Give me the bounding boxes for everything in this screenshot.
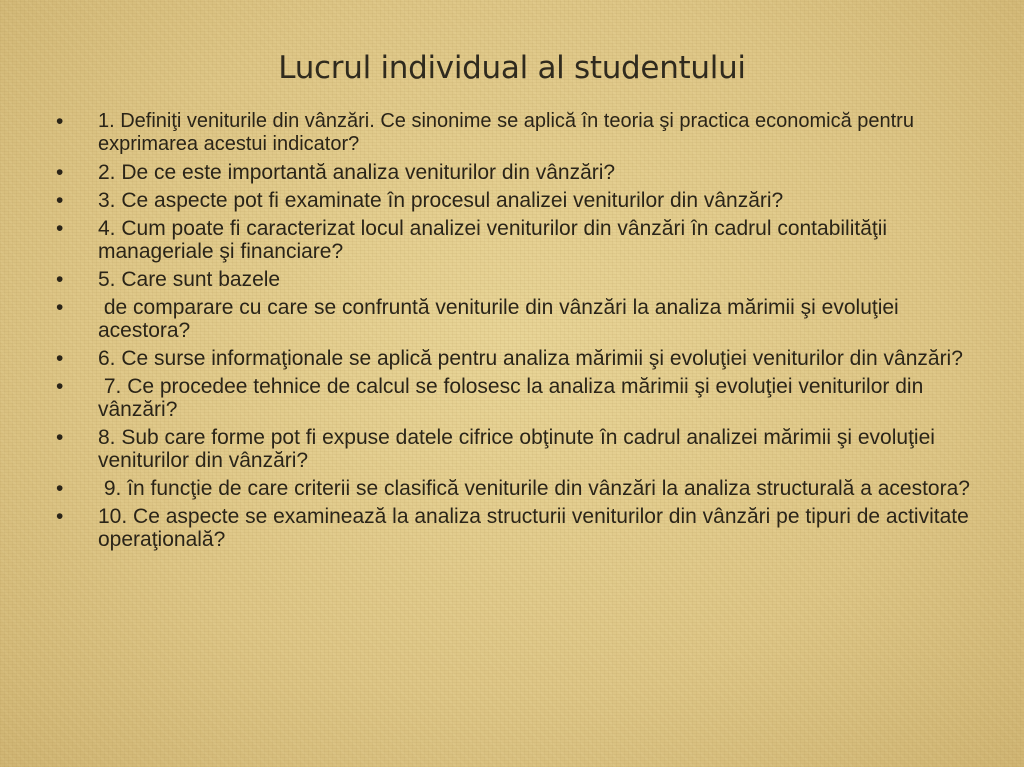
bullet-icon: • [56, 296, 64, 319]
list-item [56, 217, 976, 263]
list-item [56, 189, 976, 212]
question-text: 7. Ce procedee tehnice de calcul se folosesc la analiza mărimii şi evoluţiei veniturilor din vânzări? [98, 375, 930, 421]
bullet-icon: • [56, 110, 64, 133]
list-item [56, 347, 976, 370]
list-item [56, 296, 976, 342]
question-text: 4. Cum poate fi caracterizat locul analizei veniturilor din vânzări în cadrul contabilităţii manageriale şi financiare? [98, 217, 893, 263]
list-item [56, 375, 976, 421]
list-item [56, 161, 976, 184]
bullet-icon: • [56, 347, 64, 370]
question-text: de comparare cu care se confruntă veniturile din vânzări la analiza mărimii şi evoluţiei acestora? [98, 296, 905, 342]
question-text: 9. în funcţie de care criterii se clasifică veniturile din vânzări la analiza structurală a acestora? [98, 477, 970, 500]
question-text: 6. Ce surse informaţionale se aplică pentru analiza mărimii şi evoluţiei veniturilor din vânzări? [98, 347, 963, 370]
bullet-icon: • [56, 217, 64, 240]
list-item [56, 110, 976, 156]
list-item [56, 426, 976, 472]
question-text: 5. Care sunt bazele [98, 268, 281, 291]
question-text: 3. Ce aspecte pot fi examinate în procesul analizei veniturilor din vânzări? [98, 189, 784, 212]
question-text: 8. Sub care forme pot fi expuse datele cifrice obţinute în cadrul analizei mărimii şi evoluţiei veniturilor din vânzări? [98, 426, 941, 472]
bullet-icon: • [56, 477, 64, 500]
question-text: 1. Definiţi veniturile din vânzări. Ce sinonime se aplică în teoria şi practica economică pentru exprimarea acestui indicator? [98, 110, 920, 155]
bullet-icon: • [56, 161, 64, 184]
question-text: 10. Ce aspecte se examinează la analiza structurii veniturilor din vânzări pe tipuri de activitate operaţională? [98, 505, 975, 551]
list-item [56, 268, 976, 291]
list-item [56, 477, 976, 500]
bullet-icon: • [56, 268, 64, 291]
bullet-icon: • [56, 426, 64, 449]
bullet-icon: • [56, 375, 64, 398]
question-list [56, 110, 976, 556]
question-text: 2. De ce este importantă analiza veniturilor din vânzări? [98, 161, 616, 184]
list-item [56, 505, 976, 551]
slide-title: Lucrul individual al studentului [278, 50, 746, 86]
bullet-icon: • [56, 505, 64, 528]
bullet-icon: • [56, 189, 64, 212]
